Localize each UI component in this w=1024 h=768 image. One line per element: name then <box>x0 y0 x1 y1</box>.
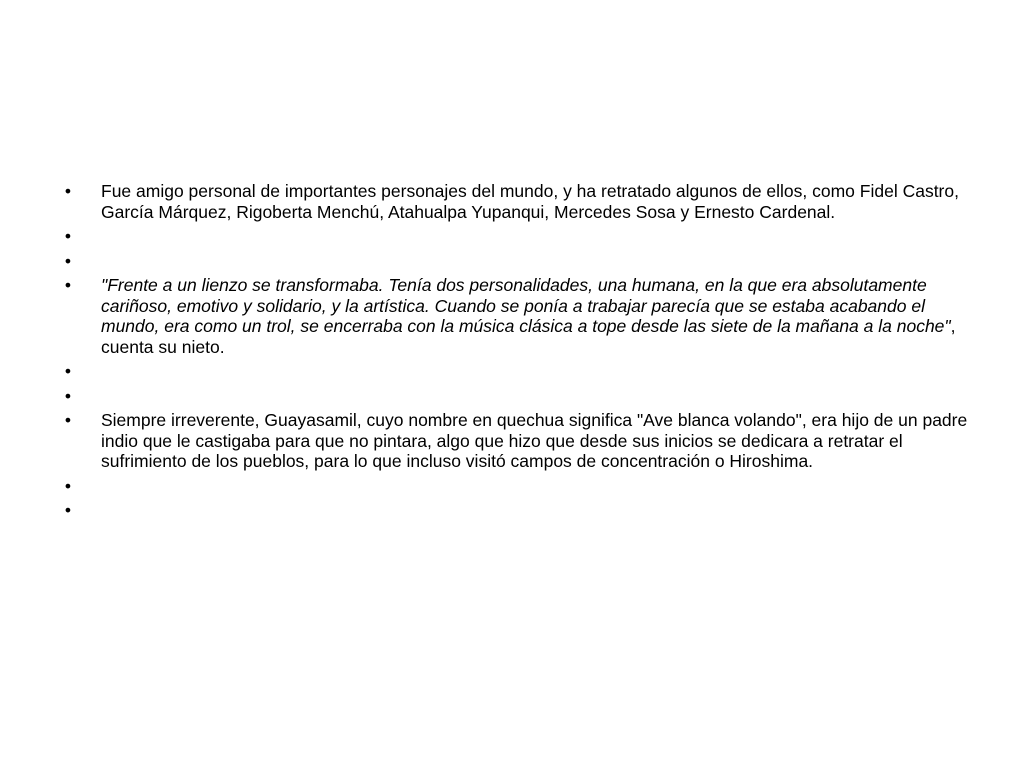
bullet-glyph: • <box>64 385 72 406</box>
bullet-glyph: • <box>64 500 72 520</box>
bullet-item-quote <box>56 275 976 357</box>
bullet-item-empty <box>56 386 976 407</box>
bullet-item-empty <box>56 361 976 382</box>
bullet-text-empty <box>101 500 976 521</box>
bullet-item-empty <box>56 226 976 247</box>
bullet-glyph: • <box>64 250 72 271</box>
bullet-glyph: • <box>64 361 72 381</box>
bullet-item-irreverent <box>56 410 976 472</box>
bullet-glyph: • <box>64 181 72 201</box>
quote-attribution: , cuenta su nieto. <box>101 316 956 357</box>
bullet-text-empty <box>101 361 976 382</box>
bullet-text-empty <box>101 251 976 272</box>
bullet-text-irreverent: Siempre irreverente, Guayasamil, cuyo nombre en quechua significa "Ave blanca volando", era hijo de un padre indio que le castigaba para que no pintara, algo que hizo que desde sus inicios se dedicara a retratar el sufrimiento de los pueblos, para lo que incluso visitó campos de concentración o Hiroshima. <box>101 410 968 471</box>
bullet-glyph: • <box>64 275 72 295</box>
bullet-text-quote <box>101 275 976 357</box>
bullet-glyph: • <box>64 475 72 496</box>
bullet-text-friends: Fue amigo personal de importantes personajes del mundo, y ha retratado algunos de ellos, como Fidel Castro, García Márquez, Rigoberta Menchú, Atahualpa Yupanqui, Mercedes Sosa y Ernesto Cardenal. <box>101 181 959 222</box>
bullet-item-empty <box>56 476 976 497</box>
bullet-glyph: • <box>64 226 72 246</box>
bullet-glyph: • <box>64 410 72 430</box>
bullet-item-empty <box>56 500 976 521</box>
bullet-list <box>56 181 976 521</box>
bullet-text-empty <box>101 226 976 247</box>
bullet-text-empty <box>101 476 976 497</box>
bullet-text-empty <box>101 386 976 407</box>
bullet-item-friends <box>56 181 976 222</box>
bullet-item-empty <box>56 251 976 272</box>
grandson-quote: "Frente a un lienzo se transformaba. Tenía dos personalidades, una humana, en la que era absolutamente cariñoso, emotivo y solidario, y la artística. Cuando se ponía a trabajar parecía que se estaba acabando el mundo, era como un trol, se encerraba con la música clásica a tope desde las siete de la mañana a la noche" <box>101 275 951 336</box>
